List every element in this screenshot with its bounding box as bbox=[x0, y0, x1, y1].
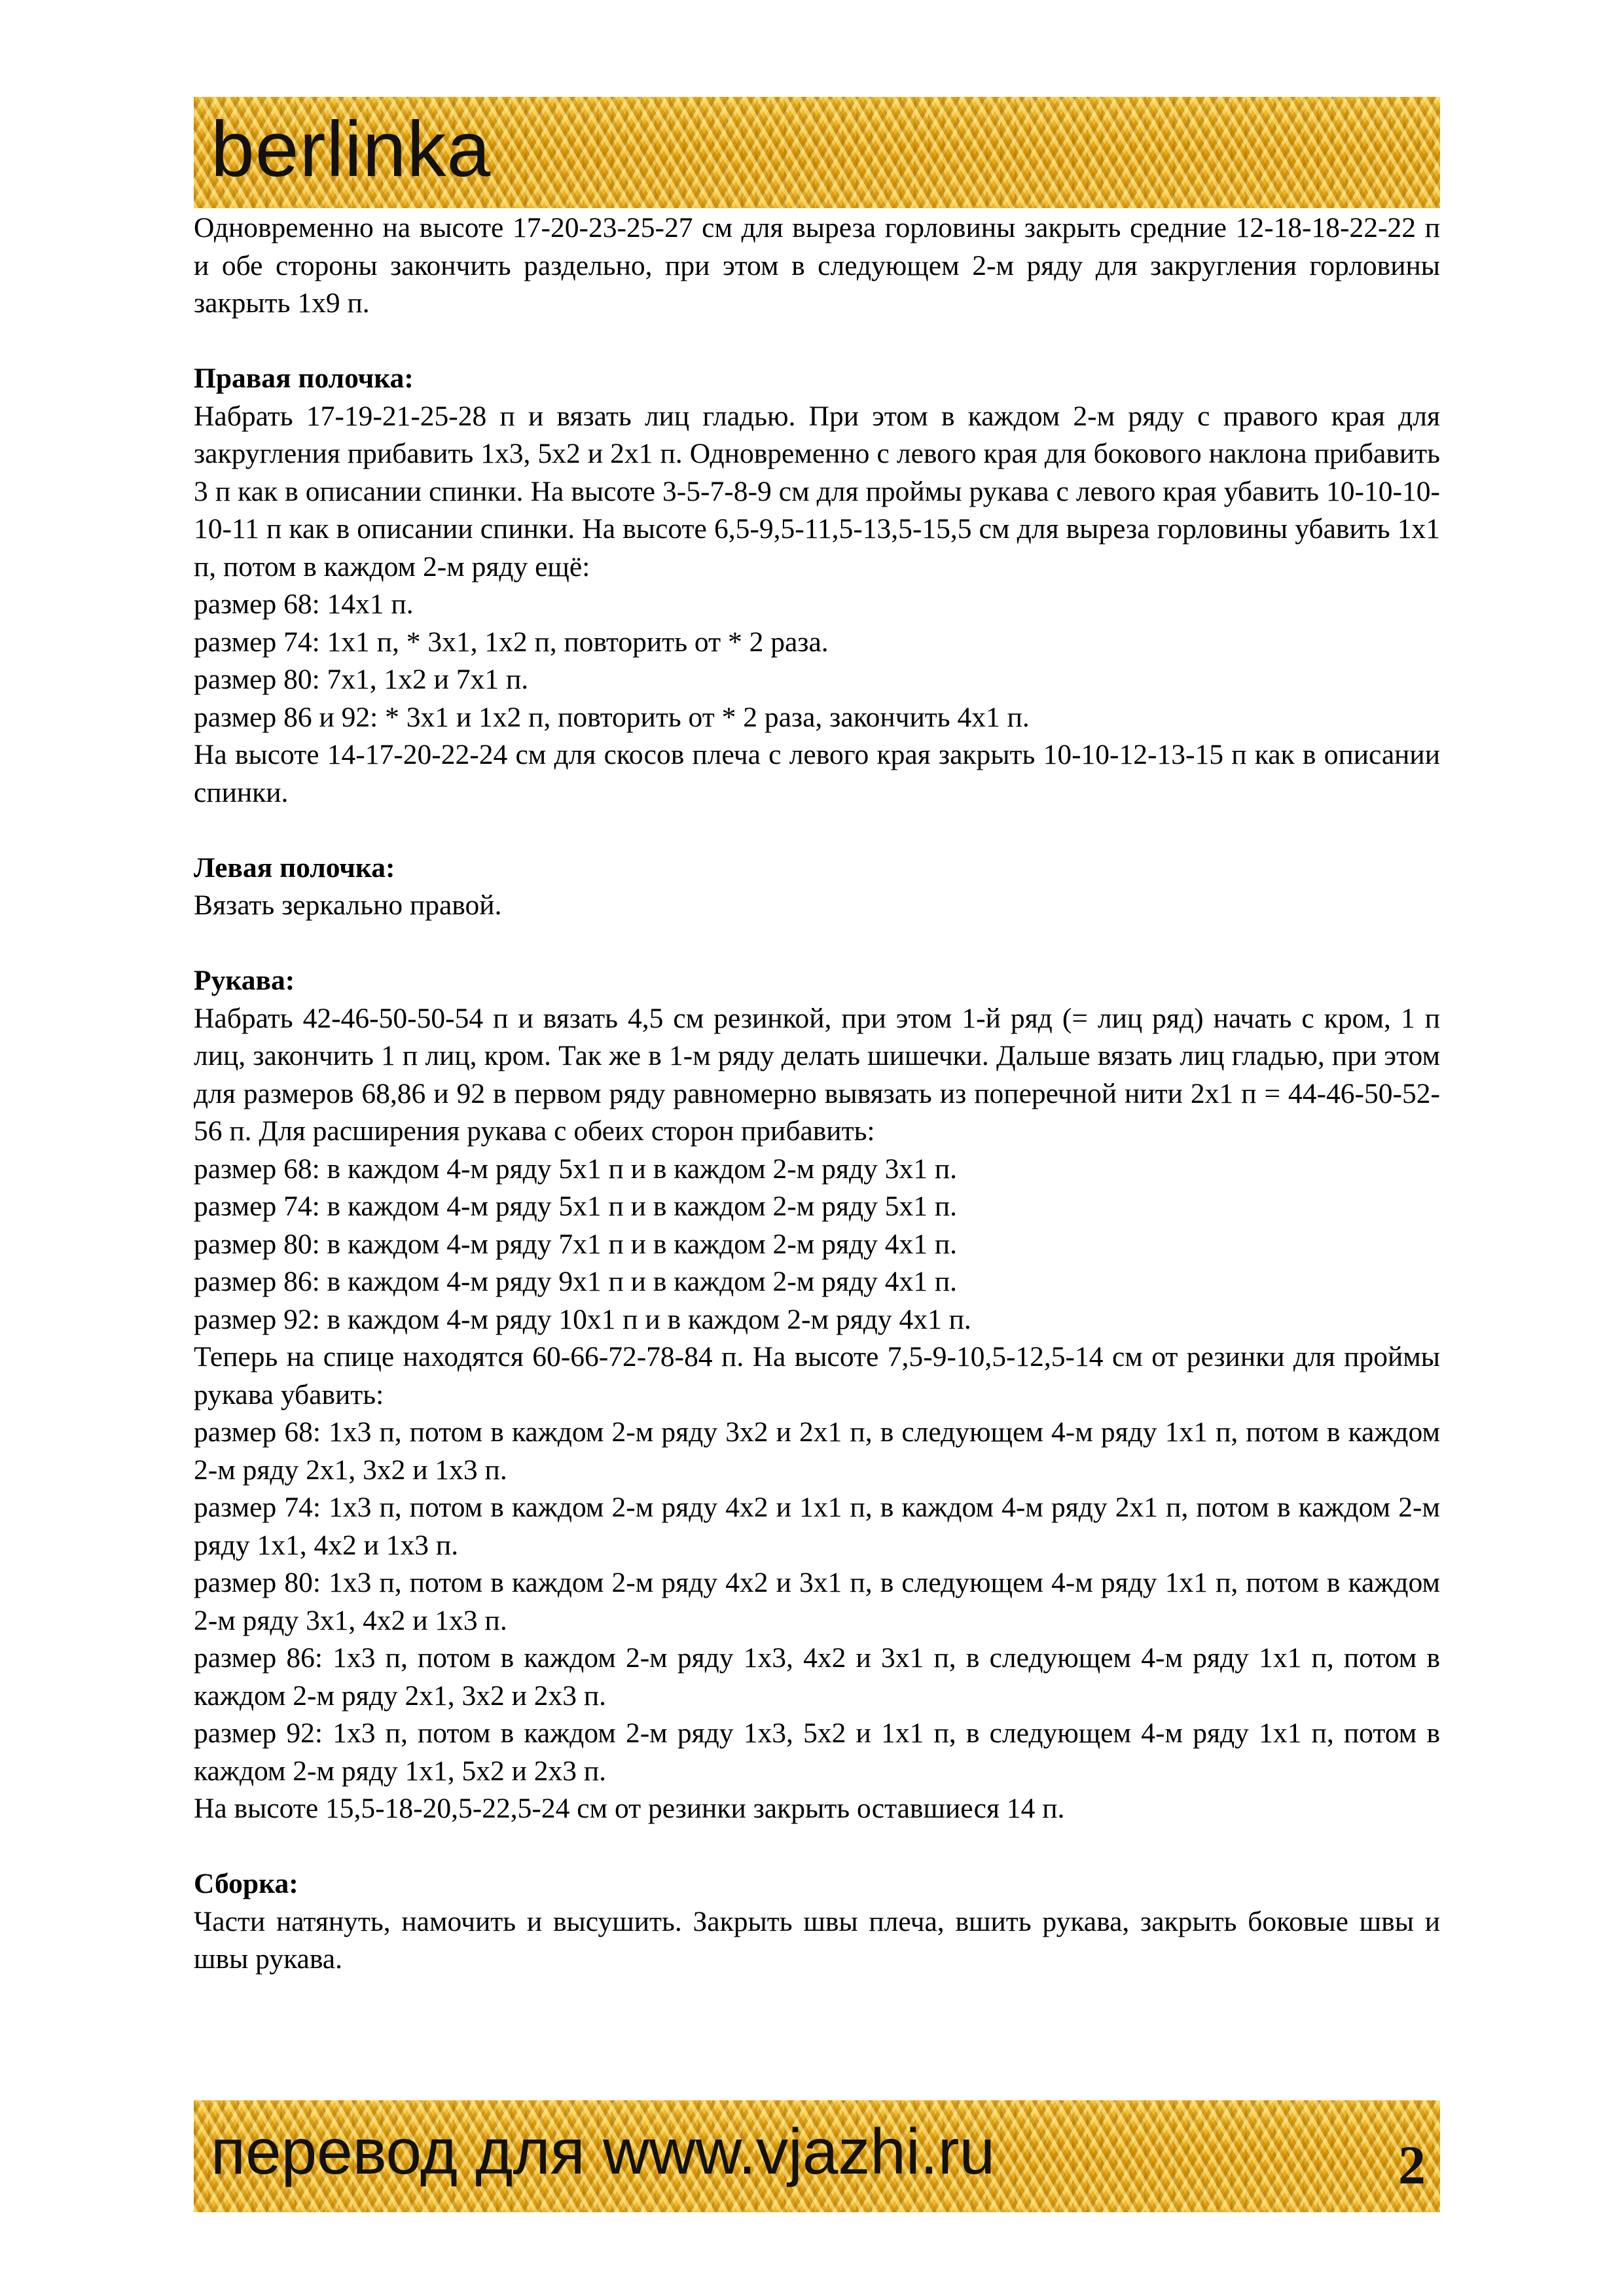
page-number: 2 bbox=[1398, 2135, 1426, 2196]
footer-credit: перевод для www.vjazhi.ru bbox=[211, 2115, 996, 2187]
left-front-heading: Левая полочка: bbox=[194, 852, 395, 884]
document-body bbox=[194, 209, 1440, 1979]
sleeve-increase-line: размер 92: в каждом 4-м ряду 10х1 п и в каждом 2-м ряду 4х1 п. bbox=[194, 1303, 971, 1335]
sleeves-paragraph: Набрать 42-46-50-50-54 п и вязать 4,5 см резинкой, при этом 1-й ряд (= лиц ряд) начать с кром, 1 п лиц, закончить 1 п лиц, кром. Так же в 1-м ряду делать шишечки. Дальше вязать лиц гладью, при этом для размеров 68,86 и 92 в первом ряду равномерно вывязать из поперечной нити 2х1 п = 44-46-50-52-56 п. Для расширения рукава с обеих сторон прибавить: bbox=[194, 1002, 1440, 1147]
assembly-paragraph: Части натянуть, намочить и высушить. Закрыть швы плеча, вшить рукава, закрыть боковые швы и швы рукава. bbox=[194, 1905, 1440, 1975]
right-front-size-line: размер 74: 1х1 п, * 3х1, 1х2 п, повторить от * 2 раза. bbox=[194, 626, 829, 658]
sleeves-final-paragraph: На высоте 15,5-18-20,5-22,5-24 см от резинки закрыть оставшиеся 14 п. bbox=[194, 1793, 1065, 1824]
sleeve-decrease-paragraph: размер 86: 1х3 п, потом в каждом 2-м ряду 1х3, 4х2 и 3х1 п, в следующем 4-м ряду 1х1 п, потом в каждом 2-м ряду 2х1, 3х2 и 2х3 п. bbox=[194, 1642, 1440, 1712]
sleeve-decrease-paragraph: размер 80: 1х3 п, потом в каждом 2-м ряду 4х2 и 3х1 п, в следующем 4-м ряду 1х1 п, потом в каждом 2-м ряду 3х1, 4х2 и 1х3 п. bbox=[194, 1567, 1440, 1636]
sleeve-decrease-paragraph: размер 68: 1х3 п, потом в каждом 2-м ряду 3х2 и 2х1 п, в следующем 4-м ряду 1х1 п, потом в каждом 2-м ряду 2х1, 3х2 и 1х3 п. bbox=[194, 1416, 1440, 1486]
right-front-paragraph: Набрать 17-19-21-25-28 п и вязать лиц гладью. При этом в каждом 2-м ряду с правого края для закругления прибавить 1х3, 5х2 и 2х1 п. Одновременно с левого края для бокового наклона прибавить 3 п как в описании спинки. На высоте 3-5-7-8-9 см для проймы рукава с левого края убавить 10-10-10-10-11 п как в описании спинки. На высоте 6,5-9,5-11,5-13,5-15,5 см для выреза горловины убавить 1х1 п, потом в каждом 2-м ряду ещё: bbox=[194, 400, 1440, 583]
sleeve-decrease-paragraph: размер 74: 1х3 п, потом в каждом 2-м ряду 4х2 и 1х1 п, в каждом 4-м ряду 2х1 п, потом в каждом 2-м ряду 1х1, 4х2 и 1х3 п. bbox=[194, 1492, 1440, 1561]
right-front-shoulder-paragraph: На высоте 14-17-20-22-24 см для скосов плеча с левого края закрыть 10-10-12-13-15 п как в описании спинки. bbox=[194, 739, 1440, 808]
intro-paragraph: Одновременно на высоте 17-20-23-25-27 см для выреза горловины закрыть средние 12-18-18-22-22 п и обе стороны закончить раздельно, при этом в следующем 2-м ряду для закругления горловины закрыть 1х9 п. bbox=[194, 212, 1440, 319]
right-front-size-line: размер 86 и 92: * 3х1 и 1х2 п, повторить от * 2 раза, закончить 4х1 п. bbox=[194, 701, 1030, 733]
right-front-size-line: размер 68: 14х1 п. bbox=[194, 588, 414, 620]
left-front-paragraph: Вязать зеркально правой. bbox=[194, 889, 502, 921]
sleeve-increase-line: размер 80: в каждом 4-м ряду 7х1 п и в каждом 2-м ряду 4х1 п. bbox=[194, 1228, 957, 1260]
right-front-heading: Правая полочка: bbox=[194, 363, 414, 394]
sleeves-stitch-count-paragraph: Теперь на спице находятся 60-66-72-78-84 п. На высоте 7,5-9-10,5-12,5-14 см от резинки для проймы рукава убавить: bbox=[194, 1341, 1440, 1410]
sleeve-increase-line: размер 68: в каждом 4-м ряду 5х1 п и в каждом 2-м ряду 3х1 п. bbox=[194, 1153, 957, 1185]
footer-banner bbox=[194, 2100, 1440, 2212]
sleeve-increase-line: размер 74: в каждом 4-м ряду 5х1 п и в каждом 2-м ряду 5х1 п. bbox=[194, 1191, 957, 1222]
sleeves-heading: Рукава: bbox=[194, 965, 295, 996]
header-banner bbox=[194, 97, 1440, 208]
right-front-size-line: размер 80: 7х1, 1х2 и 7х1 п. bbox=[194, 664, 529, 695]
brand-title: berlinka bbox=[211, 105, 492, 193]
sleeve-increase-line: размер 86: в каждом 4-м ряду 9х1 п и в каждом 2-м ряду 4х1 п. bbox=[194, 1266, 957, 1297]
assembly-heading: Сборка: bbox=[194, 1868, 298, 1899]
sleeve-decrease-paragraph: размер 92: 1х3 п, потом в каждом 2-м ряду 1х3, 5х2 и 1х1 п, в следующем 4-м ряду 1х1 п, потом в каждом 2-м ряду 1х1, 5х2 и 2х3 п. bbox=[194, 1717, 1440, 1787]
